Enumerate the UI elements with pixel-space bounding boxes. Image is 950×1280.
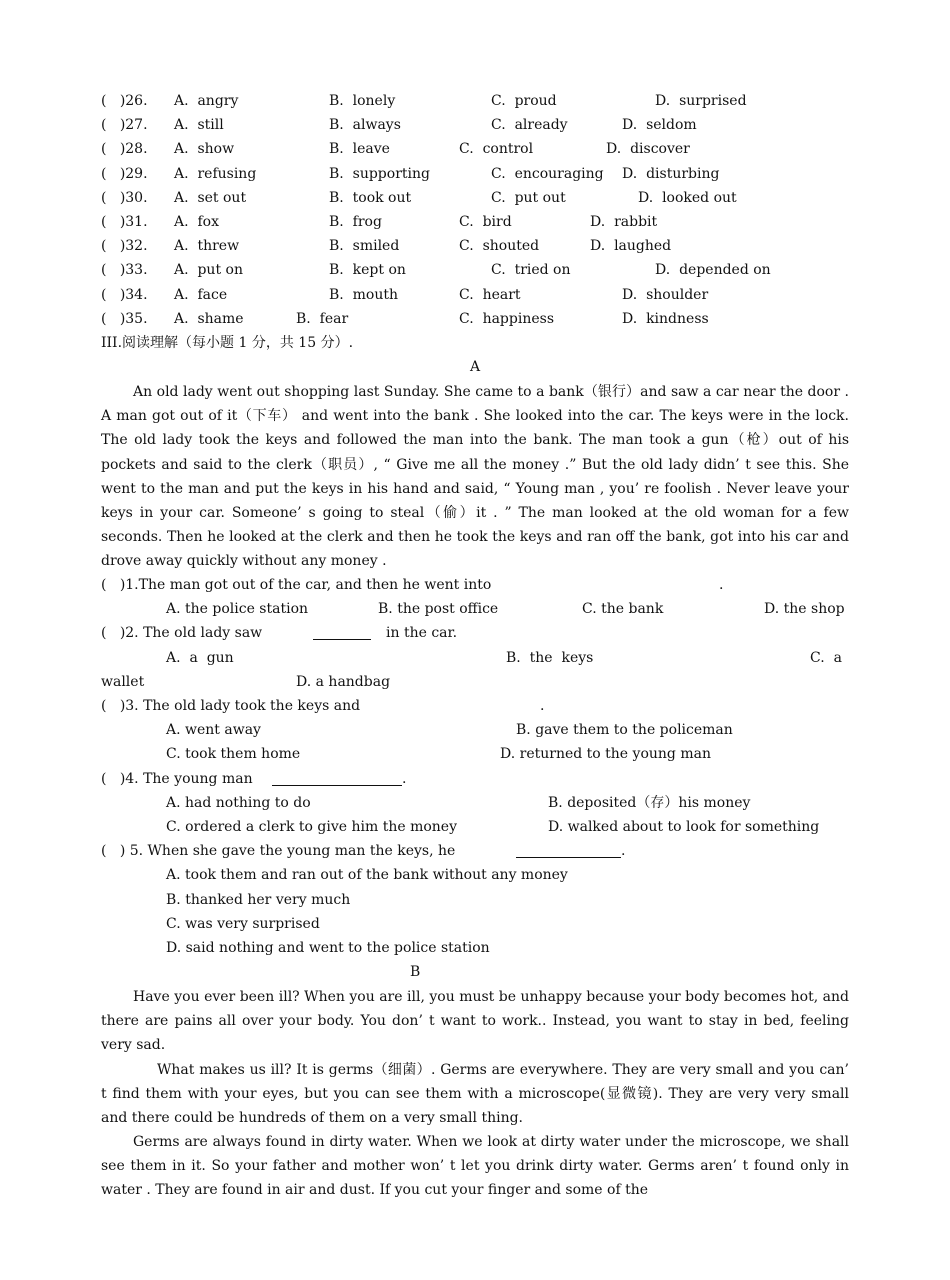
cloze-option-a: A. refusing (174, 165, 257, 182)
question-2-stem: ( )2. The old lady saw (101, 625, 263, 641)
question-5-stem: ( ) 5. When she gave the young man the keys, he (101, 843, 456, 859)
cloze-option-a: A. angry (174, 93, 239, 109)
question-1-stem: ( )1.The man got out of the car, and then he went into (101, 577, 492, 593)
question-2-option-c-cont: wallet (101, 674, 145, 690)
cloze-number: ( )29. (101, 165, 148, 182)
cloze-option-c: C. put out (491, 189, 566, 206)
cloze-number: ( )33. (101, 262, 148, 279)
question-4-option-d: D. walked about to look for something (548, 819, 820, 835)
question-5-option-d: D. said nothing and went to the police station (166, 940, 490, 956)
cloze-option-c: C. heart (459, 286, 521, 303)
question-3-end: . (540, 698, 545, 714)
cloze-number: ( )26. (101, 93, 148, 109)
passage-b-label: B (410, 964, 421, 980)
cloze-option-b: B. took out (329, 189, 412, 206)
passage-a-label: A (470, 359, 481, 375)
cloze-option-c: C. shouted (459, 238, 540, 255)
cloze-option-b: B. frog (329, 214, 382, 230)
cloze-option-b: B. smiled (329, 238, 400, 255)
cloze-option-c: C. tried on (491, 262, 571, 279)
question-5-option-c: C. was very surprised (166, 916, 320, 932)
cloze-number: ( )34. (101, 286, 148, 303)
cloze-option-b: B. kept on (329, 262, 406, 279)
cloze-option-a: A. face (174, 286, 228, 303)
question-2-option-b: B. the keys (506, 650, 594, 666)
section-heading: III.阅读理解（每小题 1 分，共 15 分）. (101, 335, 354, 351)
cloze-option-a: A. shame (174, 310, 244, 327)
question-1-option-d: D. the shop (764, 601, 845, 617)
question-2-option-d: D. a handbag (296, 674, 391, 690)
cloze-option-a: A. show (174, 141, 235, 158)
question-3-stem: ( )3. The old lady took the keys and (101, 698, 361, 714)
cloze-number: ( )35. (101, 310, 148, 327)
cloze-option-d: D. rabbit (590, 214, 658, 230)
cloze-option-b: B. mouth (329, 286, 399, 303)
cloze-option-a: A. threw (174, 238, 240, 255)
cloze-number: ( )30. (101, 189, 148, 206)
cloze-option-d: D. shoulder (622, 286, 709, 303)
question-2-option-a: A. a gun (166, 650, 234, 666)
cloze-option-d: D. disturbing (622, 165, 720, 182)
question-3-option-b: B. gave them to the policeman (516, 722, 733, 738)
question-5-end: . (621, 843, 626, 859)
question-2-blank (313, 622, 371, 640)
cloze-option-d: D. surprised (655, 93, 747, 109)
cloze-option-b: B. always (329, 117, 401, 134)
cloze-option-b: B. lonely (329, 93, 396, 109)
cloze-number: ( )32. (101, 238, 148, 255)
question-4-option-b: B. deposited（存）his money (548, 795, 751, 811)
cloze-option-c: C. encouraging (491, 165, 604, 182)
question-1-end: . (719, 577, 724, 593)
cloze-option-d: D. depended on (655, 262, 771, 279)
question-5-blank (516, 840, 621, 858)
question-3-option-a: A. went away (166, 722, 261, 738)
cloze-option-c: C. control (459, 141, 534, 158)
cloze-option-d: D. looked out (638, 189, 737, 206)
cloze-option-d: D. kindness (622, 310, 709, 327)
cloze-option-b: B. fear (296, 310, 349, 327)
cloze-option-a: A. put on (174, 262, 243, 279)
passage-b-paragraph-3: Germs are always found in dirty water. When we look at dirty water under the microscope, we shall see them in it. So your father and mother won’ t let you drink dirty water. Germs aren’ t found only in water . They are found in air and dust. If you cut your finger and some of the (101, 1134, 849, 1199)
passage-b-paragraph-2: What makes us ill? It is germs（细菌）. Germs are everywhere. They are very small and you can’ t find them with your eyes, but you can see them with a microscope(显微镜). They are very very small and there could be hundreds of them on a very small thing. (101, 1062, 849, 1127)
cloze-option-d: D. seldom (622, 117, 697, 134)
question-1-option-c: C. the bank (582, 601, 664, 617)
cloze-option-a: A. set out (174, 189, 247, 206)
question-4-option-c: C. ordered a clerk to give him the money (166, 819, 457, 835)
question-3-option-c: C. took them home (166, 746, 301, 762)
question-4-blank (272, 768, 402, 786)
cloze-number: ( )28. (101, 141, 148, 158)
cloze-option-c: C. happiness (459, 310, 554, 327)
cloze-number: ( )31. (101, 214, 148, 230)
question-5-option-a: A. took them and ran out of the bank without any money (166, 867, 568, 883)
passage-b-paragraph-1: Have you ever been ill? When you are ill, you must be unhappy because your body becomes hot, and there are pains all over your body. You don’ t want to work.. Instead, you want to stay in bed, feeling very sad. (101, 989, 849, 1054)
cloze-option-d: D. discover (606, 141, 690, 158)
question-4-option-a: A. had nothing to do (166, 795, 311, 811)
question-4-end: . (402, 771, 407, 787)
question-3-option-d: D. returned to the young man (500, 746, 711, 762)
cloze-option-a: A. fox (174, 214, 219, 230)
cloze-number: ( )27. (101, 117, 148, 134)
cloze-option-a: A. still (174, 117, 224, 134)
question-4-stem: ( )4. The young man (101, 771, 253, 787)
cloze-option-d: D. laughed (590, 238, 672, 255)
question-1-option-b: B. the post office (378, 601, 499, 617)
cloze-option-b: B. supporting (329, 165, 430, 182)
question-1-option-a: A. the police station (166, 601, 309, 617)
question-2-option-c: C. a (810, 650, 842, 666)
question-5-option-b: B. thanked her very much (166, 892, 351, 908)
cloze-option-b: B. leave (329, 141, 390, 158)
question-2-after: in the car. (386, 625, 458, 641)
cloze-option-c: C. proud (491, 93, 557, 109)
passage-a-text: An old lady went out shopping last Sunday. She came to a bank（银行）and saw a car near the door . A man got out of it（下车） and went into the bank . She looked into the car. The keys were in the lock. The old lady took the keys and followed the man into the bank. The man took a gun（枪）out of his pockets and said to the clerk（职员）, “ Give me all the money .” But the old lady didn’ t see this. She went to the man and put the keys in his hand and said, “ Young man , you’ re foolish . Never leave your keys in your car. Someone’ s going to steal（偷）it . ” The man looked at the old woman for a few seconds. Then he looked at the clerk and then he took the keys and ran off the bank, got into his car and drove away quickly without any money . (101, 384, 849, 570)
cloze-option-c: C. already (491, 117, 568, 134)
cloze-option-c: C. bird (459, 214, 512, 230)
